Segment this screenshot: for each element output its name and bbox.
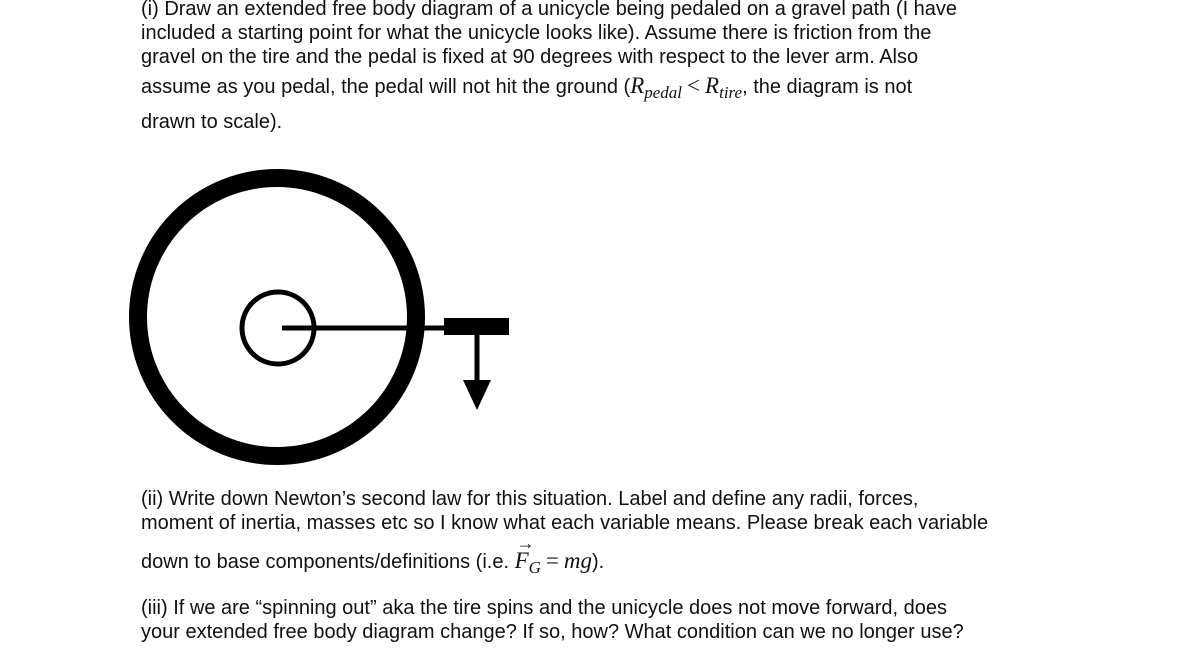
pedal-force-arrow xyxy=(463,380,491,410)
question-2-line-3-text: down to base components/definitions (i.e. xyxy=(141,551,515,573)
force-subscript: G xyxy=(528,558,541,577)
question-1 xyxy=(141,0,1081,134)
unicycle-diagram xyxy=(120,160,540,480)
question-2-line-1: (ii) Write down Newton’s second law for this situation. Label and define any radii, forces, xyxy=(141,488,919,510)
question-1-line-4-text: assume as you pedal, the pedal will not hit the ground ( xyxy=(141,76,631,98)
question-1-line-5: drawn to scale). xyxy=(141,111,283,133)
force-vector xyxy=(514,533,535,573)
question-1-line-4-tail: , the diagram is not xyxy=(742,76,913,98)
vector-arrow-icon: → xyxy=(516,533,535,553)
question-1-line-4 xyxy=(141,71,1081,108)
r-tire-subscript: tire xyxy=(719,83,743,102)
question-3-line-1: (iii) If we are “spinning out” aka the tire spins and the unicycle does not move forward, does xyxy=(141,597,947,619)
gravity-equation xyxy=(514,533,593,577)
tire-circle xyxy=(138,178,416,456)
question-2-line-3-tail: ). xyxy=(592,551,605,573)
less-than-operator: < xyxy=(687,73,701,98)
r-pedal-subscript: pedal xyxy=(644,83,683,102)
r-tire-symbol: R xyxy=(705,73,720,98)
force-symbol: F xyxy=(514,548,529,573)
question-3-line-2: your extended free body diagram change? If so, how? What condition can we no longer use? xyxy=(141,621,964,643)
r-pedal-symbol: R xyxy=(630,73,645,98)
question-2-line-3 xyxy=(141,533,1081,580)
radius-inequality xyxy=(630,73,743,102)
question-1-line-3: gravel on the tire and the pedal is fixed at 90 degrees with respect to the lever arm. Also xyxy=(141,46,919,68)
pedal-bar xyxy=(444,318,509,335)
equals-operator: = xyxy=(545,548,559,573)
question-1-line-2: included a starting point for what the unicycle looks like). Assume there is friction from the xyxy=(141,22,932,44)
question-2-line-2: moment of inertia, masses etc so I know what each variable means. Please break each variable xyxy=(141,512,989,534)
question-1-line-1: (i) Draw an extended free body diagram of a unicycle being pedaled on a gravel path (I have xyxy=(141,0,958,20)
question-3 xyxy=(141,596,1081,644)
question-2 xyxy=(141,487,1081,580)
mass-gravity-term: mg xyxy=(563,548,593,573)
